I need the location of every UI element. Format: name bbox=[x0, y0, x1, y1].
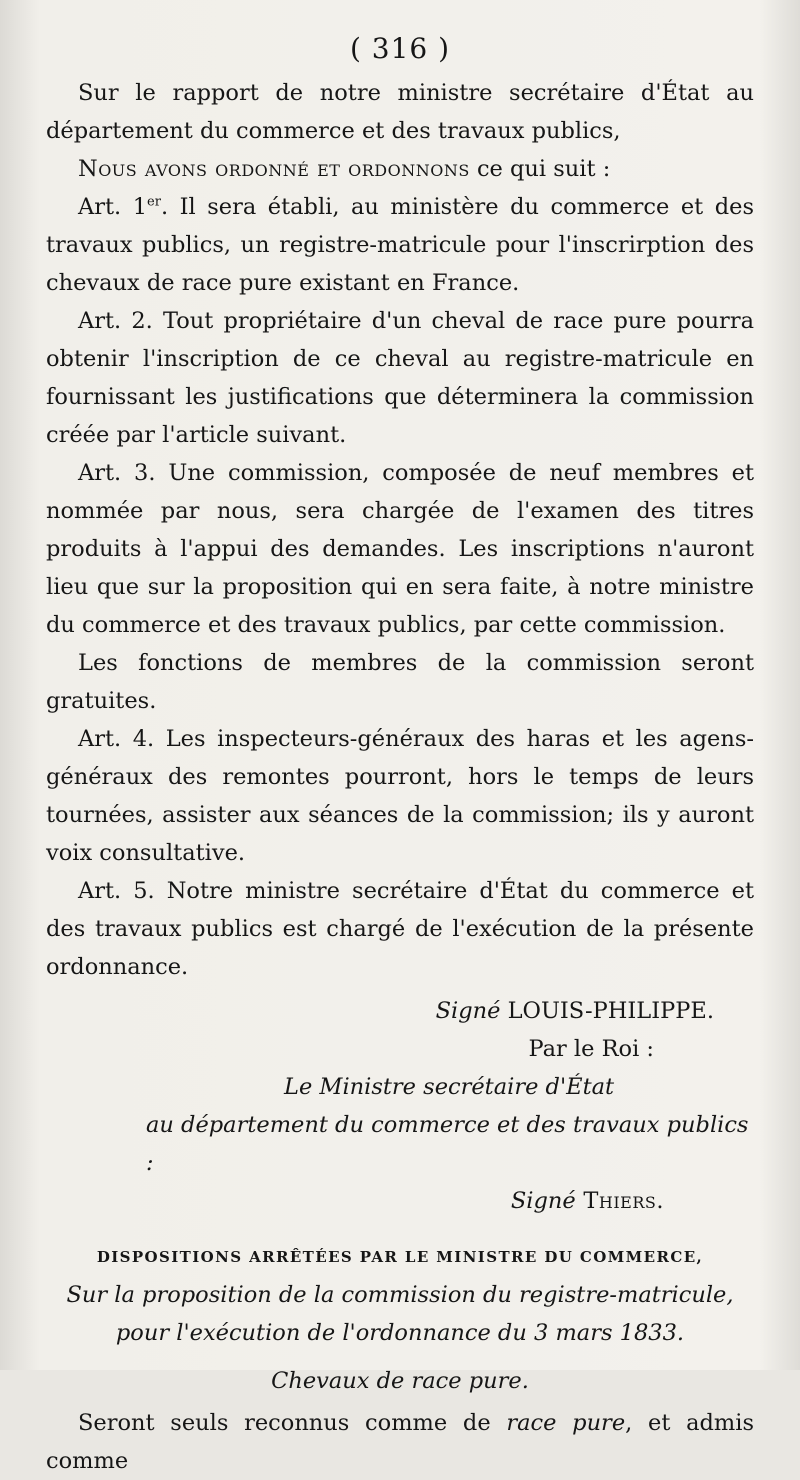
article-1-text: . Il sera établi, au ministère du commerce et des travaux publics, un registre-matricule pour l'inscrirption des chevaux de race pure existant en France. bbox=[46, 194, 754, 296]
subheading-chevaux: Chevaux de race pure. bbox=[271, 1368, 529, 1394]
article-3: Art. 3. Une commission, composée de neuf membres et nommée par nous, sera chargée de l'examen des titres produits à l'appui des demandes. Les inscriptions n'auront lieu que sur la proposition qui en sera faite, à notre ministre du commerce et des travaux publics, par cette commission. bbox=[46, 460, 754, 638]
paragraph-rapport: Sur le rapport de notre ministre secrétaire d'État au département du commerce et des travaux publics, bbox=[46, 80, 754, 144]
ministre-line-1: Le Ministre secrétaire d'État bbox=[284, 1074, 615, 1100]
par-le-roi: Par le Roi : bbox=[528, 1036, 654, 1062]
paragraph-ordonnons bbox=[46, 150, 754, 188]
proposition-line-1: Sur la proposition de la commission du registre-matricule, bbox=[66, 1282, 734, 1308]
article-5: Art. 5. Notre ministre secrétaire d'État du commerce et des travaux publics est chargé de l'exécution de la présente ordonnance. bbox=[46, 878, 754, 980]
paragraph-seront bbox=[46, 1404, 754, 1480]
ordonnons-rest: ce qui suit : bbox=[469, 156, 611, 182]
page-content bbox=[46, 30, 754, 1480]
signe-label-1: Signé bbox=[435, 998, 501, 1024]
ministre-line-2: au département du commerce et des travaux publics : bbox=[146, 1112, 749, 1176]
article-1 bbox=[46, 188, 754, 302]
seront-end: , et admis comme bbox=[46, 1410, 754, 1474]
article-1-label: Art. 1 bbox=[78, 194, 148, 220]
seront-italic: race pure bbox=[506, 1410, 626, 1436]
seront-start: Seront seuls reconnus comme de bbox=[78, 1410, 507, 1436]
proposition-line-2: pour l'exécution de l'ordonnance du 3 mars 1833. bbox=[115, 1320, 685, 1346]
article-1-superscript: er bbox=[147, 194, 161, 210]
article-4: Art. 4. Les inspecteurs-généraux des haras et les agens-généraux des remontes pourront, hors le temps de leurs tournées, assister aux séances de la commission; ils y auront voix consultative. bbox=[46, 726, 754, 866]
signe-label-2: Signé bbox=[510, 1188, 576, 1214]
signature-name-2: Thiers. bbox=[575, 1188, 664, 1214]
signature-thiers bbox=[46, 1182, 754, 1220]
page-number: ( 316 ) bbox=[349, 32, 451, 65]
paragraph-fonctions: Les fonctions de membres de la commission seront gratuites. bbox=[46, 650, 754, 714]
section-heading: DISPOSITIONS ARRÊTÉES PAR LE MINISTRE DU COMMERCE, bbox=[96, 1248, 704, 1266]
signature-louis-philippe bbox=[46, 992, 754, 1030]
ordonnons-smallcaps: Nous avons ordonné et ordonnons bbox=[78, 156, 470, 182]
signature-name-1: LOUIS-PHILIPPE. bbox=[500, 998, 714, 1024]
article-2: Art. 2. Tout propriétaire d'un cheval de race pure pourra obtenir l'inscription de ce cheval au registre-matricule en fournissant les justifications que déterminera la commission créée par l'article suivant. bbox=[46, 308, 754, 448]
